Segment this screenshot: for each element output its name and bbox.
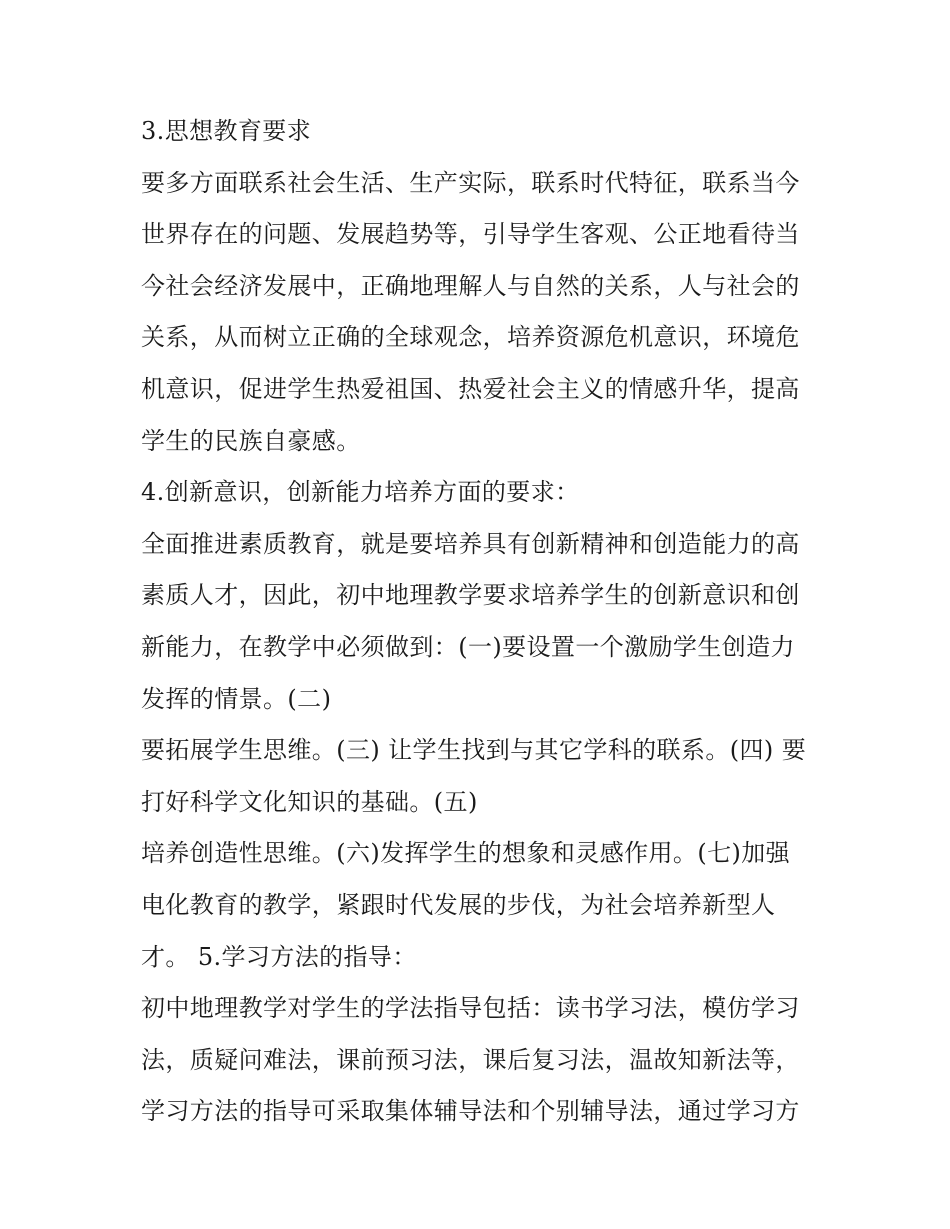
paragraph-line: 机意识，促进学生热爱祖国、热爱社会主义的情感升华，提高 bbox=[141, 374, 800, 403]
paragraph-line: 打好科学文化知识的基础。(五) bbox=[141, 787, 478, 816]
paragraph-line: 全面推进素质教育，就是要培养具有创新精神和创造能力的高 bbox=[141, 529, 800, 558]
body-text bbox=[141, 106, 821, 1138]
paragraph-line: 今社会经济发展中，正确地理解人与自然的关系，人与社会的 bbox=[141, 271, 800, 300]
paragraph-line: 要拓展学生思维。(三) 让学生找到与其它学科的联系。(四) 要 bbox=[141, 736, 807, 765]
paragraph-line: 关系，从而树立正确的全球观念，培养资源危机意识，环境危 bbox=[141, 323, 800, 352]
paragraph-line: 学生的民族自豪感。 bbox=[141, 426, 361, 455]
paragraph-line: 初中地理教学对学生的学法指导包括：读书学习法，模仿学习 bbox=[141, 994, 800, 1023]
paragraph-line: 要多方面联系社会生活、生产实际，联系时代特征，联系当今 bbox=[141, 168, 800, 197]
paragraph-line: 学习方法的指导可采取集体辅导法和个别辅导法，通过学习方 bbox=[141, 1097, 800, 1126]
paragraph-line: 素质人才，因此，初中地理教学要求培养学生的创新意识和创 bbox=[141, 581, 800, 610]
paragraph-line: 法，质疑问难法，课前预习法，课后复习法，温故知新法等， bbox=[141, 1045, 800, 1074]
section-heading-learning-methods: 才。 5.学习方法的指导： bbox=[141, 942, 417, 971]
section-heading-innovation: 4.创新意识，创新能力培养方面的要求： bbox=[141, 478, 580, 507]
paragraph-line: 培养创造性思维。(六)发挥学生的想象和灵感作用。(七)加强 bbox=[141, 839, 791, 868]
paragraph-line: 世界存在的问题、发展趋势等，引导学生客观、公正地看待当 bbox=[141, 220, 800, 249]
paragraph-line: 电化教育的教学，紧跟时代发展的步伐，为社会培养新型人 bbox=[141, 890, 776, 919]
paragraph-line: 发挥的情景。(二) bbox=[141, 684, 332, 713]
section-heading-ideological-education: 3.思想教育要求 bbox=[141, 117, 312, 145]
paragraph-line: 新能力，在教学中必须做到：(一)要设置一个激励学生创造力 bbox=[141, 632, 795, 661]
